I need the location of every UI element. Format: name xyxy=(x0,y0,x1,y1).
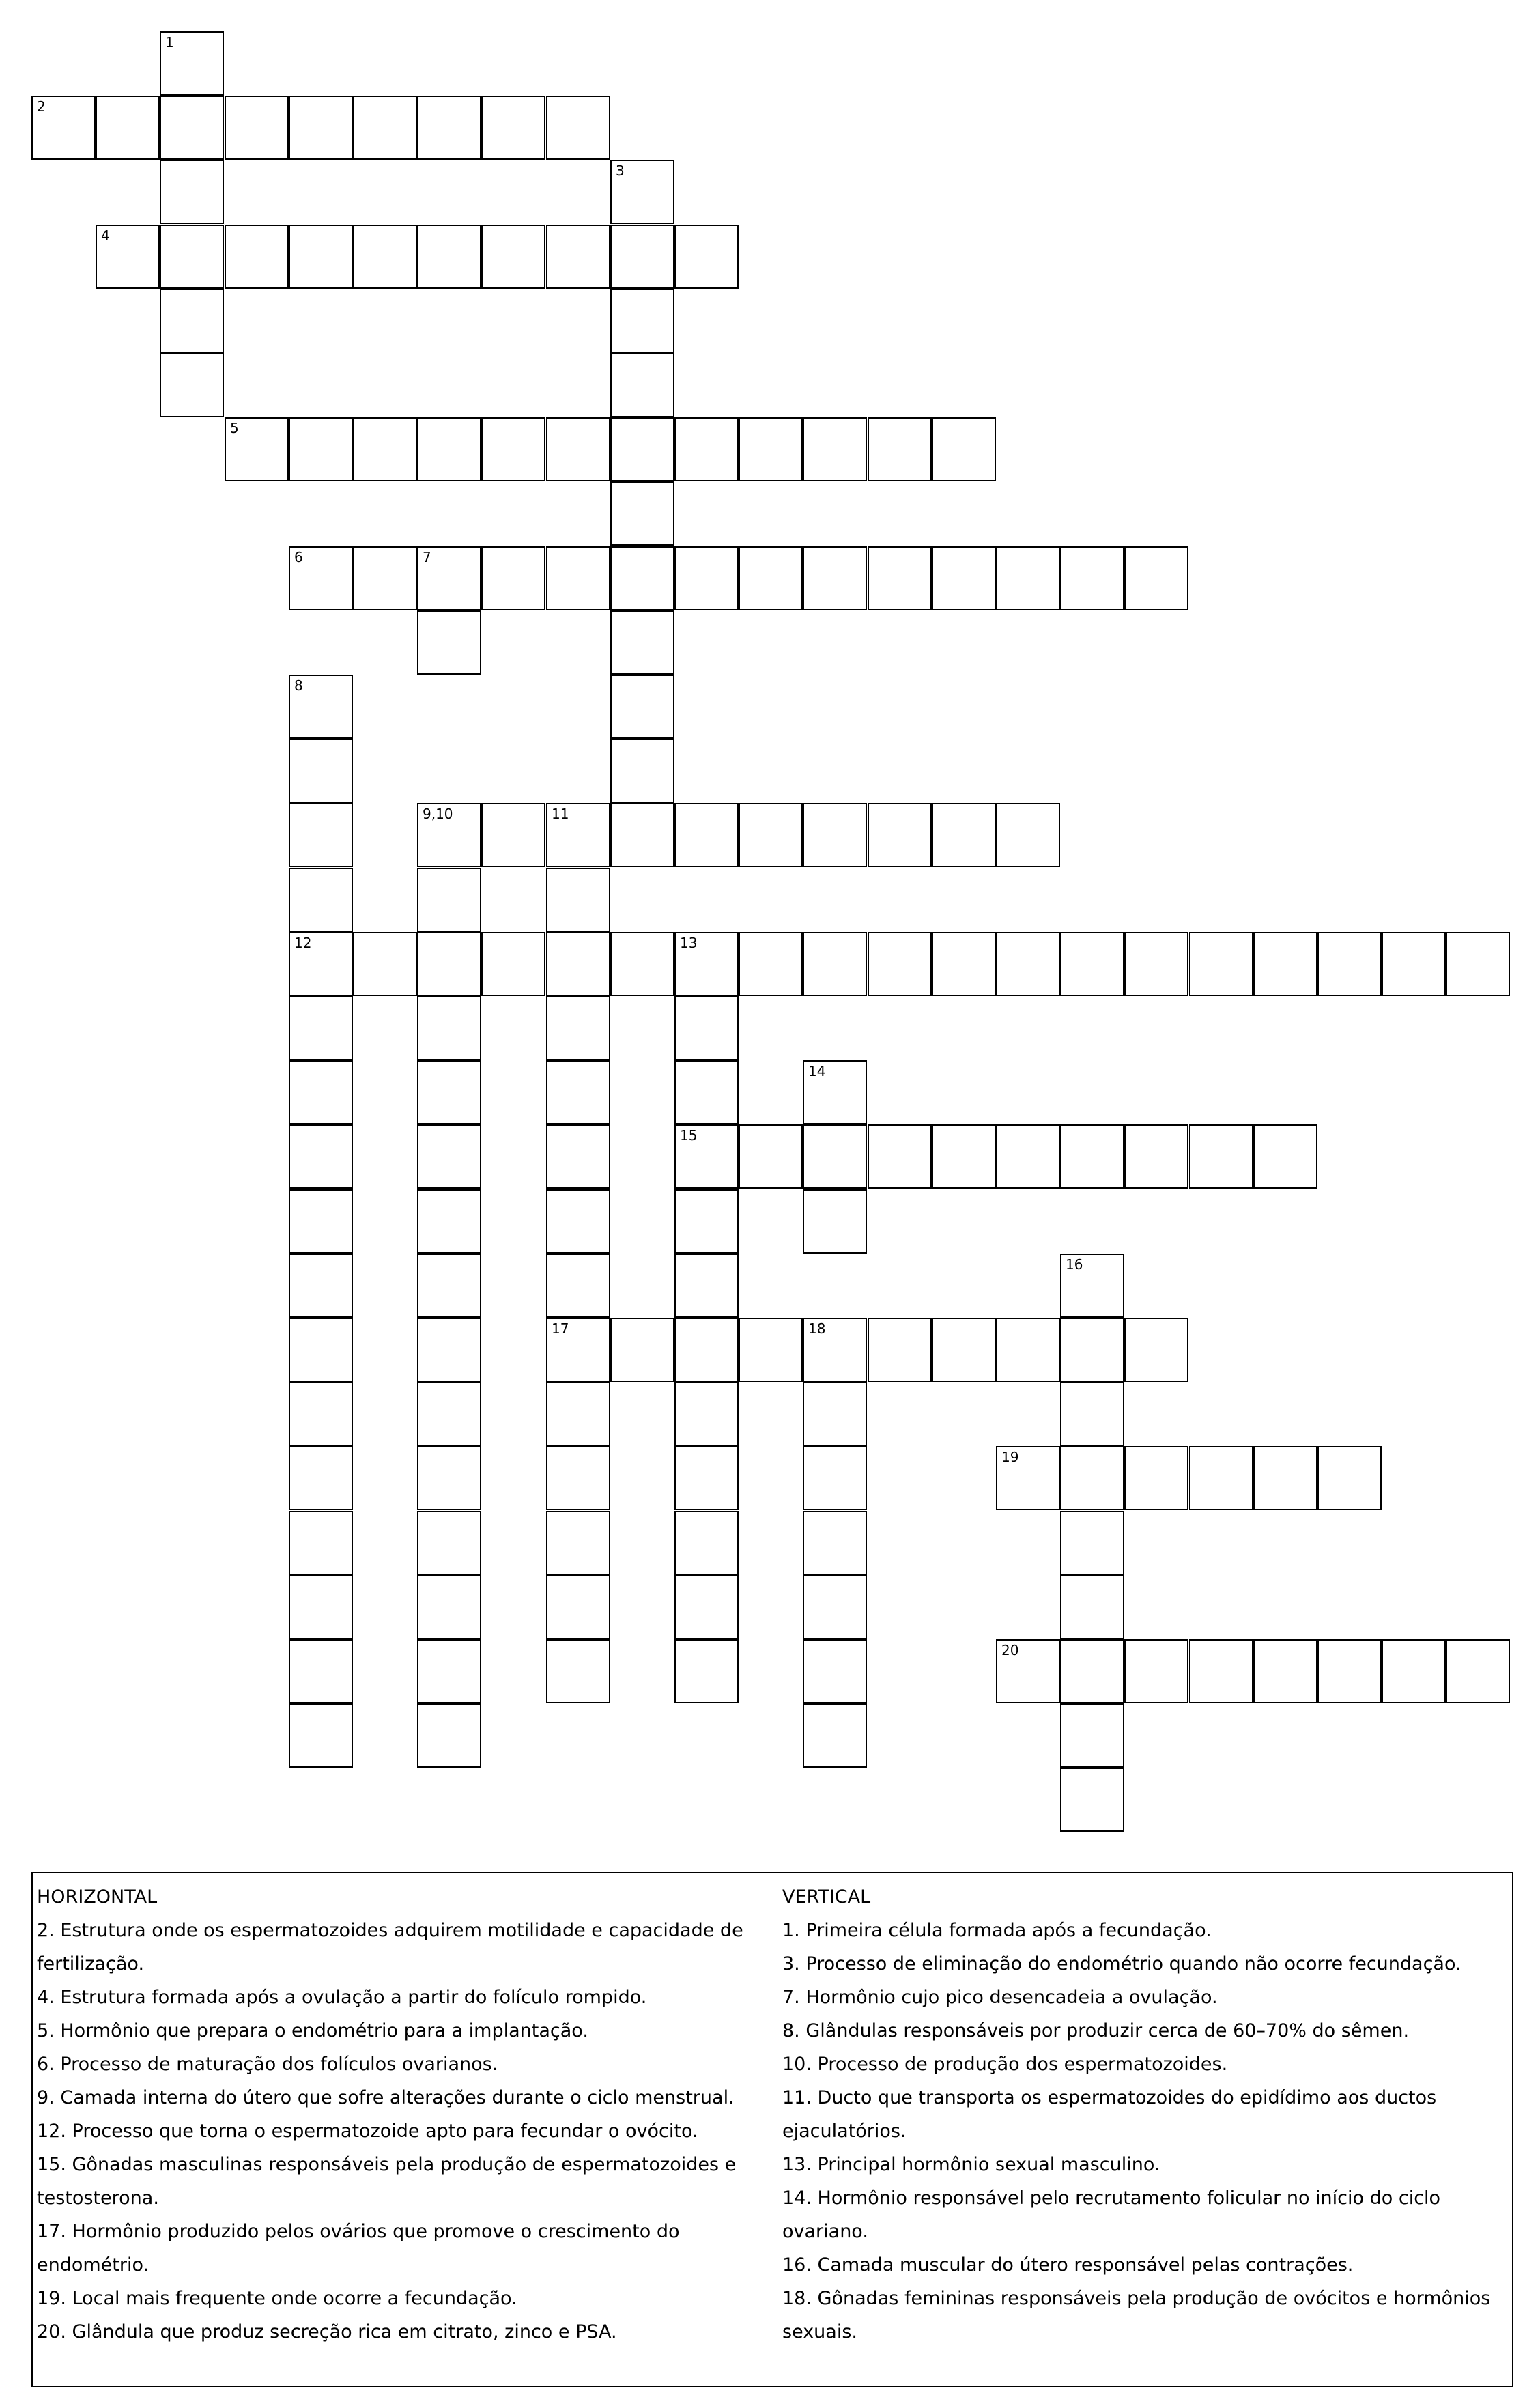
grid-cell[interactable] xyxy=(417,1060,481,1124)
grid-cell[interactable] xyxy=(417,996,481,1060)
grid-cell[interactable] xyxy=(1124,1639,1188,1703)
grid-cell[interactable] xyxy=(1189,932,1253,996)
grid-cell[interactable] xyxy=(417,1639,481,1703)
grid-cell[interactable] xyxy=(417,96,481,160)
clue-number: 13 xyxy=(680,935,698,951)
clue-number: 14 xyxy=(808,1063,826,1079)
grid-cell[interactable] xyxy=(739,1124,803,1189)
grid-cell[interactable] xyxy=(160,289,224,353)
grid-cell[interactable] xyxy=(289,417,353,481)
grid-cell[interactable] xyxy=(289,996,353,1060)
grid-cell[interactable] xyxy=(674,1511,739,1575)
grid-cell[interactable] xyxy=(803,932,867,996)
grid-cell[interactable] xyxy=(353,225,417,289)
clue-down: 8. Glândulas responsáveis por produzir cerca de 60–70% do sêmen. xyxy=(782,2020,1410,2041)
grid-cell[interactable] xyxy=(803,1318,867,1382)
clue-across: 20. Glândula que produz secreção rica em citrato, zinco e PSA. xyxy=(37,2321,617,2343)
grid-cell[interactable] xyxy=(417,1575,481,1639)
grid-cell[interactable] xyxy=(868,1318,932,1382)
grid-cell[interactable] xyxy=(996,1639,1060,1703)
clue-number: 19 xyxy=(1001,1449,1019,1465)
grid-cell[interactable] xyxy=(868,803,932,867)
grid-cell[interactable] xyxy=(289,1639,353,1703)
clue-number: 18 xyxy=(808,1320,826,1337)
grid-cell[interactable] xyxy=(674,1382,739,1446)
grid-cell[interactable] xyxy=(1060,1703,1124,1768)
clue-across: 12. Processo que torna o espermatozoide apto para fecundar o ovócito. xyxy=(37,2121,698,2142)
grid-cell[interactable] xyxy=(932,1124,996,1189)
grid-cell[interactable] xyxy=(1189,1446,1253,1510)
grid-cell[interactable] xyxy=(674,1060,739,1124)
grid-cell[interactable] xyxy=(610,481,674,546)
grid-cell[interactable] xyxy=(1060,1575,1124,1639)
horizontal-heading: HORIZONTAL xyxy=(37,1886,158,1908)
grid-cell[interactable] xyxy=(546,1639,610,1703)
grid-cell[interactable] xyxy=(417,803,481,867)
grid-cell[interactable] xyxy=(481,96,545,160)
grid-cell[interactable] xyxy=(289,1703,353,1768)
grid-cell[interactable] xyxy=(739,803,803,867)
grid-cell[interactable] xyxy=(932,417,996,481)
grid-cell[interactable] xyxy=(417,1446,481,1510)
grid-cell[interactable] xyxy=(1060,1254,1124,1318)
grid-cell[interactable] xyxy=(739,1318,803,1382)
clues-box xyxy=(31,1872,1513,2387)
grid-cell[interactable] xyxy=(417,610,481,675)
grid-cell[interactable] xyxy=(803,1703,867,1768)
grid-cell[interactable] xyxy=(1253,1124,1317,1189)
grid-cell[interactable] xyxy=(417,1511,481,1575)
clue-number: 6 xyxy=(294,549,303,565)
grid-cell[interactable] xyxy=(481,417,545,481)
clue-down: 10. Processo de produção dos espermatozoides. xyxy=(782,2054,1228,2075)
grid-cell[interactable] xyxy=(932,803,996,867)
grid-cell[interactable] xyxy=(481,546,545,610)
clue-number: 8 xyxy=(294,677,303,694)
grid-cell[interactable] xyxy=(610,1318,674,1382)
grid-cell[interactable] xyxy=(1124,1318,1188,1382)
grid-cell[interactable] xyxy=(803,1639,867,1703)
grid-cell[interactable] xyxy=(31,96,96,160)
clue-number: 17 xyxy=(552,1320,569,1337)
grid-cell[interactable] xyxy=(289,1575,353,1639)
grid-cell[interactable] xyxy=(289,1124,353,1189)
grid-cell[interactable] xyxy=(674,1575,739,1639)
grid-cell[interactable] xyxy=(803,1124,867,1189)
grid-cell[interactable] xyxy=(546,225,610,289)
grid-cell[interactable] xyxy=(1124,1446,1188,1510)
grid-cell[interactable] xyxy=(546,1511,610,1575)
grid-cell[interactable] xyxy=(353,546,417,610)
clue-number: 15 xyxy=(680,1127,698,1144)
grid-cell[interactable] xyxy=(289,1446,353,1510)
grid-cell[interactable] xyxy=(353,96,417,160)
grid-cell[interactable] xyxy=(160,225,224,289)
grid-cell[interactable] xyxy=(674,1318,739,1382)
grid-cell[interactable] xyxy=(546,1124,610,1189)
clue-number: 1 xyxy=(165,34,174,51)
grid-cell[interactable] xyxy=(1060,932,1124,996)
grid-cell[interactable] xyxy=(289,1189,353,1254)
grid-cell[interactable] xyxy=(417,1189,481,1254)
grid-cell[interactable] xyxy=(96,96,160,160)
grid-cell[interactable] xyxy=(96,225,160,289)
clue-down: 13. Principal hormônio sexual masculino. xyxy=(782,2154,1160,2175)
grid-cell[interactable] xyxy=(868,932,932,996)
clue-across: 5. Hormônio que prepara o endométrio para a implantação. xyxy=(37,2020,588,2041)
grid-cell[interactable] xyxy=(1446,1639,1510,1703)
grid-cell[interactable] xyxy=(546,996,610,1060)
grid-cell[interactable] xyxy=(481,225,545,289)
grid-cell[interactable] xyxy=(803,1575,867,1639)
clue-number: 5 xyxy=(230,420,239,436)
grid-cell[interactable] xyxy=(803,1511,867,1575)
clue-down: 14. Hormônio responsável pelo recrutamento folicular no início do ciclo ovariano. xyxy=(782,2188,1441,2242)
grid-cell[interactable] xyxy=(610,353,674,417)
grid-cell[interactable] xyxy=(674,546,739,610)
grid-cell[interactable] xyxy=(803,1446,867,1510)
grid-cell[interactable] xyxy=(1382,932,1446,996)
grid-cell[interactable] xyxy=(674,1124,739,1189)
grid-cell[interactable] xyxy=(803,1189,867,1254)
grid-cell[interactable] xyxy=(417,1703,481,1768)
grid-cell[interactable] xyxy=(289,803,353,867)
grid-cell[interactable] xyxy=(610,289,674,353)
grid-cell[interactable] xyxy=(546,803,610,867)
grid-cell[interactable] xyxy=(289,546,353,610)
grid-cell[interactable] xyxy=(932,546,996,610)
grid-cell[interactable] xyxy=(1253,1446,1317,1510)
grid-cell[interactable] xyxy=(160,96,224,160)
grid-cell[interactable] xyxy=(610,610,674,675)
grid-cell[interactable] xyxy=(1382,1639,1446,1703)
grid-cell[interactable] xyxy=(289,1511,353,1575)
grid-cell[interactable] xyxy=(1060,1382,1124,1446)
grid-cell[interactable] xyxy=(610,160,674,224)
clue-across: 4. Estrutura formada após a ovulação a partir do folículo rompido. xyxy=(37,1987,647,2008)
grid-cell[interactable] xyxy=(1317,1446,1382,1510)
grid-cell[interactable] xyxy=(417,546,481,610)
clue-across: 19. Local mais frequente onde ocorre a fecundação. xyxy=(37,2288,517,2309)
clue-across: 6. Processo de maturação dos folículos ovarianos. xyxy=(37,2054,498,2075)
grid-cell[interactable] xyxy=(289,1382,353,1446)
clue-down: 3. Processo de eliminação do endométrio quando não ocorre fecundação. xyxy=(782,1953,1461,1975)
clue-number: 9,10 xyxy=(423,806,453,822)
grid-cell[interactable] xyxy=(1124,546,1188,610)
grid-cell[interactable] xyxy=(289,1254,353,1318)
clue-down: 11. Ducto que transporta os espermatozoides do epidídimo aos ductos ejaculatórios. xyxy=(782,2087,1437,2142)
grid-cell[interactable] xyxy=(1060,1768,1124,1832)
grid-cell[interactable] xyxy=(803,1382,867,1446)
grid-cell[interactable] xyxy=(739,932,803,996)
grid-cell[interactable] xyxy=(610,675,674,739)
grid-cell[interactable] xyxy=(289,225,353,289)
grid-cell[interactable] xyxy=(996,546,1060,610)
grid-cell[interactable] xyxy=(996,1318,1060,1382)
clue-number: 16 xyxy=(1066,1256,1083,1273)
grid-cell[interactable] xyxy=(868,417,932,481)
grid-cell[interactable] xyxy=(289,1318,353,1382)
clue-number: 12 xyxy=(294,935,312,951)
grid-cell[interactable] xyxy=(868,546,932,610)
grid-cell[interactable] xyxy=(546,1446,610,1510)
clue-number: 3 xyxy=(616,162,625,179)
grid-cell[interactable] xyxy=(610,417,674,481)
grid-cell[interactable] xyxy=(868,1124,932,1189)
grid-cell[interactable] xyxy=(289,675,353,739)
clue-across: 9. Camada interna do útero que sofre alterações durante o ciclo menstrual. xyxy=(37,2087,735,2108)
clue-across: 2. Estrutura onde os espermatozoides adquirem motilidade e capacidade de fertilização. xyxy=(37,1920,743,1975)
grid-cell[interactable] xyxy=(1060,1124,1124,1189)
grid-cell[interactable] xyxy=(1060,1639,1124,1703)
grid-cell[interactable] xyxy=(674,1254,739,1318)
grid-cell[interactable] xyxy=(674,1639,739,1703)
grid-cell[interactable] xyxy=(674,932,739,996)
grid-cell[interactable] xyxy=(803,803,867,867)
grid-cell[interactable] xyxy=(1124,1124,1188,1189)
grid-cell[interactable] xyxy=(1060,1511,1124,1575)
grid-cell[interactable] xyxy=(803,546,867,610)
clue-number: 4 xyxy=(101,227,110,244)
grid-cell[interactable] xyxy=(803,417,867,481)
grid-cell[interactable] xyxy=(546,1318,610,1382)
grid-cell[interactable] xyxy=(546,96,610,160)
grid-cell[interactable] xyxy=(546,1575,610,1639)
grid-cell[interactable] xyxy=(160,353,224,417)
horizontal-clues xyxy=(37,1880,747,2349)
vertical-heading: VERTICAL xyxy=(782,1886,871,1908)
grid-cell[interactable] xyxy=(610,803,674,867)
grid-cell[interactable] xyxy=(739,546,803,610)
grid-cell[interactable] xyxy=(803,1060,867,1124)
grid-cell[interactable] xyxy=(674,996,739,1060)
grid-cell[interactable] xyxy=(1189,1639,1253,1703)
grid-cell[interactable] xyxy=(610,225,674,289)
grid-cell[interactable] xyxy=(1253,932,1317,996)
vertical-clues xyxy=(782,1880,1492,2349)
grid-cell[interactable] xyxy=(225,96,289,160)
grid-cell[interactable] xyxy=(546,417,610,481)
grid-cell[interactable] xyxy=(546,546,610,610)
clue-number: 7 xyxy=(423,549,431,565)
grid-cell[interactable] xyxy=(353,417,417,481)
grid-cell[interactable] xyxy=(417,1254,481,1318)
grid-cell[interactable] xyxy=(1124,932,1188,996)
grid-cell[interactable] xyxy=(1060,1446,1124,1510)
grid-cell[interactable] xyxy=(417,1318,481,1382)
grid-cell[interactable] xyxy=(1060,546,1124,610)
grid-cell[interactable] xyxy=(160,160,224,224)
grid-cell[interactable] xyxy=(610,739,674,803)
grid-cell[interactable] xyxy=(417,932,481,996)
grid-cell[interactable] xyxy=(417,417,481,481)
clue-down: 7. Hormônio cujo pico desencadeia a ovulação. xyxy=(782,1987,1218,2008)
grid-cell[interactable] xyxy=(289,868,353,932)
grid-cell[interactable] xyxy=(353,932,417,996)
grid-cell[interactable] xyxy=(417,225,481,289)
grid-cell[interactable] xyxy=(289,932,353,996)
grid-cell[interactable] xyxy=(1317,932,1382,996)
grid-cell[interactable] xyxy=(1060,1318,1124,1382)
grid-cell[interactable] xyxy=(417,868,481,932)
grid-cell[interactable] xyxy=(932,1318,996,1382)
grid-cell[interactable] xyxy=(674,225,739,289)
grid-cell[interactable] xyxy=(1189,1124,1253,1189)
grid-cell[interactable] xyxy=(546,932,610,996)
grid-cell[interactable] xyxy=(546,1189,610,1254)
grid-cell[interactable] xyxy=(996,1446,1060,1510)
grid-cell[interactable] xyxy=(417,1382,481,1446)
grid-cell[interactable] xyxy=(1317,1639,1382,1703)
grid-cell[interactable] xyxy=(1446,932,1510,996)
grid-cell[interactable] xyxy=(674,417,739,481)
grid-cell[interactable] xyxy=(996,1124,1060,1189)
grid-cell[interactable] xyxy=(546,1060,610,1124)
grid-cell[interactable] xyxy=(996,932,1060,996)
clue-number: 2 xyxy=(37,98,46,115)
grid-cell[interactable] xyxy=(160,31,224,96)
grid-cell[interactable] xyxy=(674,1446,739,1510)
grid-cell[interactable] xyxy=(289,96,353,160)
grid-cell[interactable] xyxy=(610,932,674,996)
grid-cell[interactable] xyxy=(225,225,289,289)
clue-across: 15. Gônadas masculinas responsáveis pela produção de espermatozoides e testosterona. xyxy=(37,2154,737,2209)
grid-cell[interactable] xyxy=(481,803,545,867)
grid-cell[interactable] xyxy=(289,1060,353,1124)
grid-cell[interactable] xyxy=(610,546,674,610)
grid-cell[interactable] xyxy=(417,1124,481,1189)
grid-cell[interactable] xyxy=(546,1254,610,1318)
grid-cell[interactable] xyxy=(289,739,353,803)
clue-number: 20 xyxy=(1001,1642,1019,1658)
clue-down: 18. Gônadas femininas responsáveis pela produção de ovócitos e hormônios sexuais. xyxy=(782,2288,1491,2343)
grid-cell[interactable] xyxy=(546,1382,610,1446)
grid-cell[interactable] xyxy=(996,803,1060,867)
clue-across: 17. Hormônio produzido pelos ovários que promove o crescimento do endométrio. xyxy=(37,2221,680,2276)
grid-cell[interactable] xyxy=(674,803,739,867)
grid-cell[interactable] xyxy=(225,417,289,481)
grid-cell[interactable] xyxy=(739,417,803,481)
grid-cell[interactable] xyxy=(1253,1639,1317,1703)
clue-number: 11 xyxy=(552,806,569,822)
grid-cell[interactable] xyxy=(932,932,996,996)
clue-down: 16. Camada muscular do útero responsável pelas contrações. xyxy=(782,2254,1354,2276)
clue-down: 1. Primeira célula formada após a fecundação. xyxy=(782,1920,1212,1941)
grid-cell[interactable] xyxy=(546,868,610,932)
grid-cell[interactable] xyxy=(481,932,545,996)
grid-cell[interactable] xyxy=(674,1189,739,1254)
